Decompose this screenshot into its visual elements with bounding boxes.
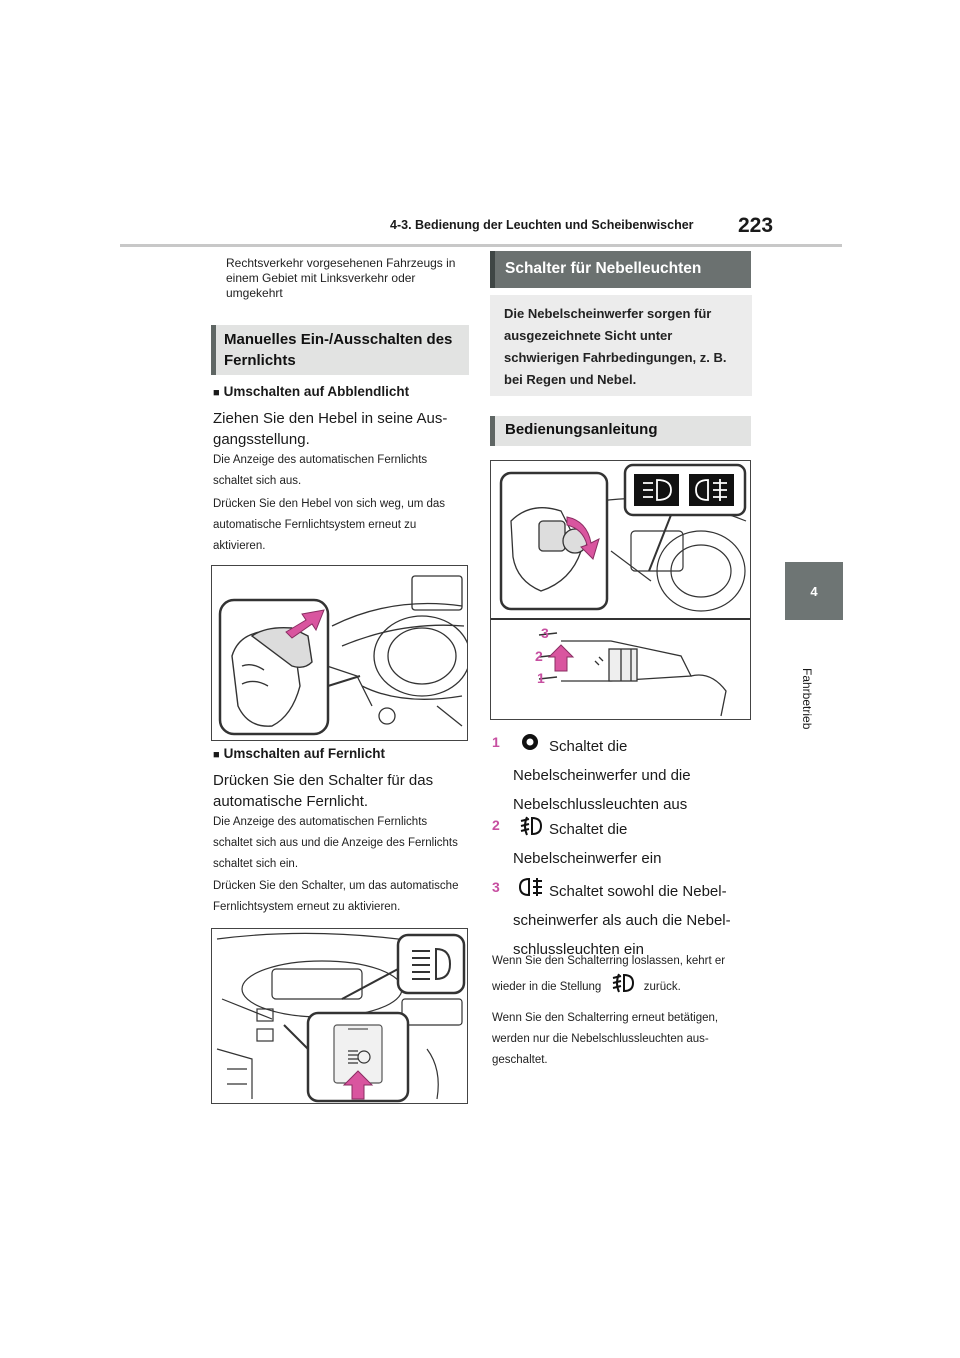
section-heading-nebelleuchten: Schalter für Nebelleuchten [490,251,751,288]
subheading-fernlicht: ■ Umschalten auf Fernlicht [213,746,385,761]
front-fog-inline-icon [611,972,635,1002]
chapter-tab[interactable] [785,562,843,620]
item-text-2: Schaltet die Nebelscheinwerfer ein [513,821,662,867]
section-heading-fernlicht: Manuelles Ein-/Ausschalten des Fernlichts [211,325,469,375]
note-switch-ring-1-end: zurück. [643,981,681,994]
figure-label-1: 1 [537,670,545,686]
subheading-bedienungsanleitung: Bedienungsanleitung [490,416,751,446]
item-text-3: Schaltet sowohl die Nebelscheinwerfer als auch die Nebelschlussleuchten ein [513,883,731,958]
figure-label-3: 3 [541,625,549,641]
item-number-2: 2 [492,817,500,833]
page-number: 223 [738,214,774,237]
intro-text: Rechtsverkehr vorgesehenen Fahrzeugs in einem Gebiet mit Linksverkehr oder umgekehrt [226,256,456,300]
instruction-fernlicht: Drücken Sie den Schalter für das automatische Fernlicht. [213,772,434,810]
header-divider [120,244,842,247]
note-switch-ring-1-text: Wenn Sie den Schalterring loslassen, kehrt er wieder in die Stellung [492,955,726,994]
list-item-3 [492,877,500,898]
note-fernlicht-2: Drücken Sie den Schalter, um das automatische Fernlichtsystem erneut zu aktivieren. [213,880,459,913]
chapter-number: 4 [810,583,818,599]
note-switch-ring-1 [492,951,752,1002]
figure-lever-pull [211,565,468,741]
item-number-1: 1 [492,734,500,750]
intro-box: Die Nebelscheinwerfer sorgen für ausgezeichnete Sicht unter schwierigen Fahrbedingungen, z. B. bei Regen und Nebel. [490,295,752,396]
figure-label-2: 2 [535,648,543,664]
note-abblendlicht-1: Die Anzeige des automatischen Fernlichts schaltet sich aus. [213,454,428,487]
instruction-abblendlicht: Ziehen Sie den Hebel in seine Ausgangsstellung. [213,410,448,448]
item-number-3: 3 [492,879,500,895]
chapter-label: Fahrbetrieb [800,668,814,730]
item-text-1: Schaltet die Nebelscheinwerfer und die Nebelschlussleuchten aus [513,738,691,813]
note-fernlicht-1: Die Anzeige des automatischen Fernlichts schaltet sich aus und die Anzeige des Fernlichts schaltet sich ein. [213,816,458,870]
note-switch-ring-2: Wenn Sie den Schalterring erneut betätigen, werden nur die Nebelschlussleuchten ausgeschaltet. [492,1012,719,1066]
subheading-abblendlicht: ■ Umschalten auf Abblendlicht [213,384,409,399]
list-item-2 [492,815,500,836]
section-title: 4-3. Bedienung der Leuchten und Scheibenwischer [390,218,694,232]
figure-auto-high-beam-switch [211,928,468,1104]
figure-fog-light-switch [490,460,751,720]
note-abblendlicht-2: Drücken Sie den Hebel von sich weg, um das automatische Fernlichtsystem erneut zu aktivieren. [213,498,446,552]
